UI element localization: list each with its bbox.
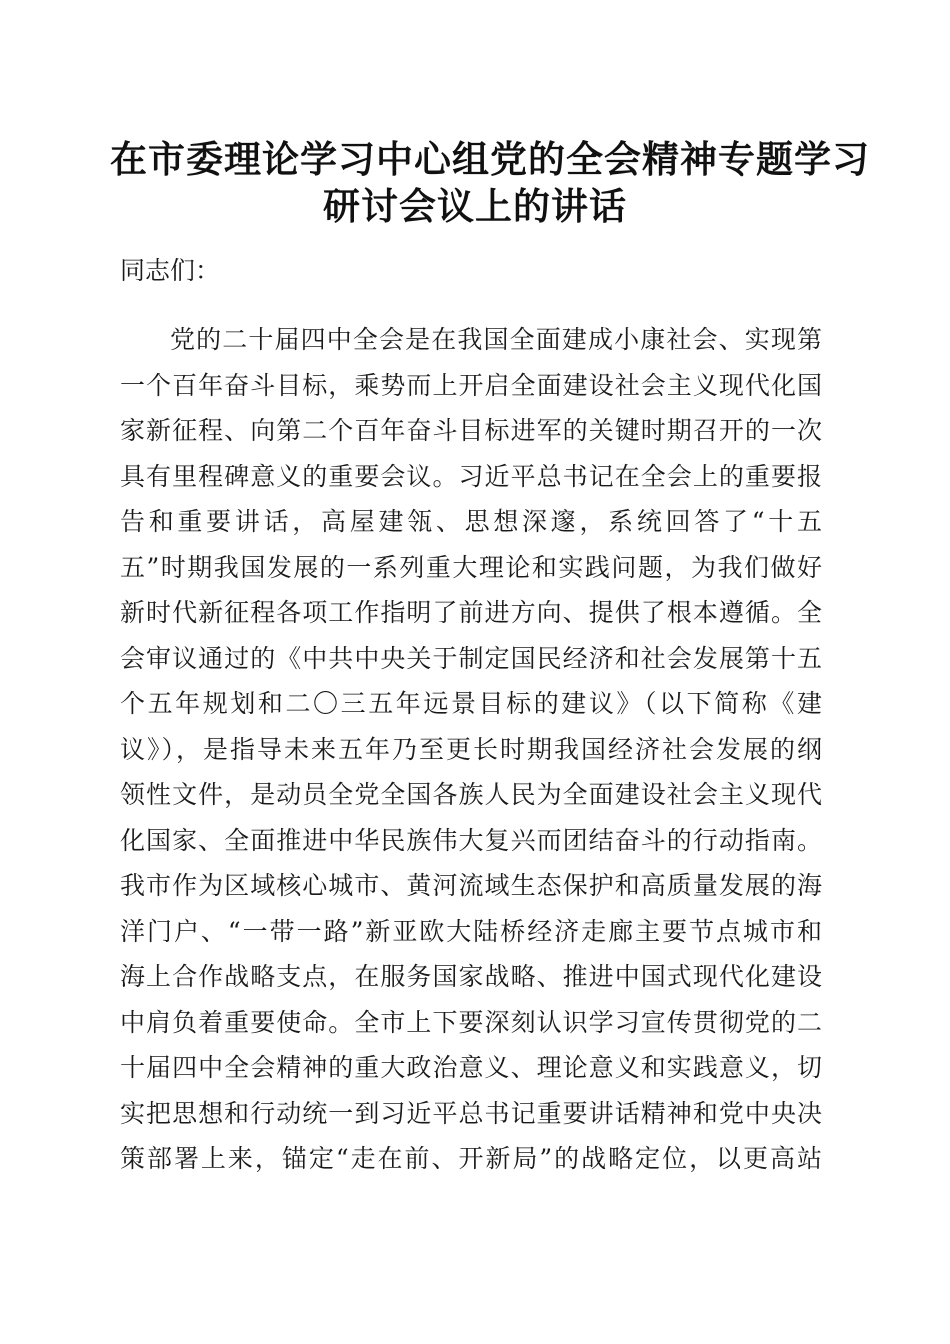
salutation: 同志们： [120, 256, 221, 285]
paragraph-line: 议》），是指导未来五年乃至更长时期我国经济社会发展的纲 [120, 735, 822, 764]
paragraph-line: 会审议通过的《中共中央关于制定国民经济和社会发展第十五 [120, 644, 822, 673]
paragraph-line: 五”时期我国发展的一系列重大理论和实践问题，为我们做好 [120, 553, 822, 582]
paragraph-line: 具有里程碑意义的重要会议。习近平总书记在全会上的重要报 [120, 462, 822, 491]
paragraph-line: 化国家、全面推进中华民族伟大复兴而团结奋斗的行动指南。 [120, 826, 822, 855]
paragraph-line: 新时代新征程各项工作指明了前进方向、提供了根本遵循。全 [120, 598, 822, 627]
paragraph-line: 一个百年奋斗目标，乘势而上开启全面建设社会主义现代化国 [120, 371, 822, 400]
paragraph-line: 海上合作战略支点，在服务国家战略、推进中国式现代化建设 [120, 962, 822, 991]
paragraph-line: 中肩负着重要使命。全市上下要深刻认识学习宣传贯彻党的二 [120, 1008, 822, 1037]
paragraph-line: 实把思想和行动统一到习近平总书记重要讲话精神和党中央决 [120, 1099, 822, 1128]
document-title-line-1: 在市委理论学习中心组党的全会精神专题学习 [110, 137, 870, 181]
paragraph-line: 策部署上来，锚定“走在前、开新局”的战略定位，以更高站 [120, 1144, 822, 1173]
paragraph-line: 党的二十届四中全会是在我国全面建成小康社会、实现第 [170, 325, 822, 354]
document-title-line-2: 研讨会议上的讲话 [323, 184, 627, 228]
paragraph-line: 我市作为区域核心城市、黄河流域生态保护和高质量发展的海 [120, 871, 822, 900]
paragraph-line: 个五年规划和二〇三五年远景目标的建议》（以下简称《建 [120, 689, 822, 718]
paragraph-line: 十届四中全会精神的重大政治意义、理论意义和实践意义，切 [120, 1053, 822, 1082]
paragraph-line: 家新征程、向第二个百年奋斗目标进军的关键时期召开的一次 [120, 416, 822, 445]
paragraph-line: 领性文件，是动员全党全国各族人民为全面建设社会主义现代 [120, 780, 822, 809]
paragraph-line: 告和重要讲话，高屋建瓴、思想深邃，系统回答了“十五 [120, 507, 822, 536]
paragraph-line: 洋门户、“一带一路”新亚欧大陆桥经济走廊主要节点城市和 [120, 917, 822, 946]
